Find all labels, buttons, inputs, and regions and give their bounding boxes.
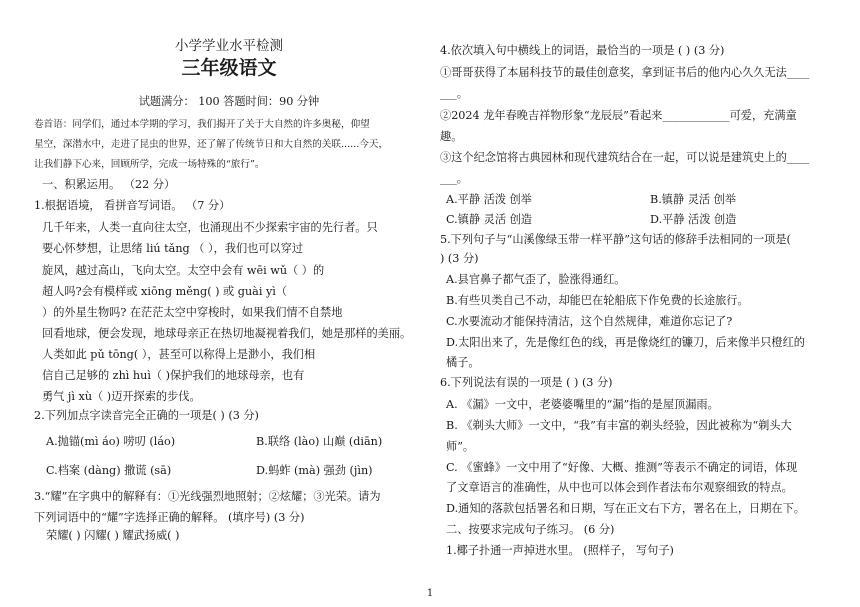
q1-line: 信自己足够的 zhì huì（ )保护我们的地球母亲，也有 <box>42 369 305 382</box>
q3-words: 荣耀( ) 闪耀( ) 耀武扬威( ) <box>46 529 180 542</box>
q6-title: 6.下列说法有误的一项是 ( ) (3 分) <box>440 376 613 389</box>
q1-line: 要心怀梦想，让思绪 liú tǎng （ ），我们也可以穿过 <box>42 242 304 255</box>
q2-option-c: C.档案 (dàng) 撒谎 (sā) <box>46 464 172 477</box>
q4-line-3: ②2024 龙年春晚吉祥物形象“龙辰辰”看起来____________可爱，充满童 <box>440 109 797 122</box>
q1-line: 超人吗?会有模样或 xiōng měng( ) 或 guài yì（ <box>42 285 288 298</box>
q2-option-d: D.蚂蚱 (mà) 强劲 (jìn) <box>256 464 373 477</box>
q5-title-cont: ) (3 分) <box>440 252 479 265</box>
q4-title: 4.依次填入句中横线上的词语，最恰当的一项是 ( ) (3 分) <box>440 44 725 57</box>
q4-line-2: ___。 <box>440 87 468 100</box>
intro-line-1: 卷首语：同学们，通过本学期的学习，我们揭开了关于大自然的许多奥秘，仰望 <box>34 119 370 130</box>
q6-option-c-cont: 了文章语言的准确性，从中也可以体会到作者法布尔观察细致的特点。 <box>446 481 793 494</box>
q5-option-b: B.有些贝类自己不动，却能巴在轮船底下作免费的长途旅行。 <box>446 294 749 307</box>
q4-option-c: C.镇静 灵活 创造 <box>446 213 532 226</box>
q1-title: 1.根据语境， 看拼音写词语。 （7 分） <box>34 199 231 212</box>
intro-line-2: 星空，深潜水中，走进了昆虫的世界，还了解了传统节日和大自然的关联......今天， <box>34 139 389 150</box>
q5-option-c: C.水要流动才能保持清洁，这个自然规律，难道你忘记了? <box>446 315 733 328</box>
q1-line: 回看地球，便会发现，地球母亲正在热切地凝视着我们，她是那样的美丽。 <box>42 327 412 340</box>
q4-option-b: B.镇静 灵活 创举 <box>650 193 737 206</box>
q1-line: 几千年来，人类一直向往太空，也涌现出不少探索宇宙的先行者。只 <box>42 221 378 234</box>
section-2-heading: 二、按要求完成句子练习。 (6 分) <box>446 523 615 536</box>
intro-line-3: 让我们静下心来，回顾所学，完成一场特殊的“旅行”。 <box>34 159 265 170</box>
q4-line-5: ③这个纪念馆将古典园林和现代建筑结合在一起，可以说是建筑史上的____ <box>440 151 810 164</box>
q4-line-1: ①哥哥获得了本届科技节的最佳创意奖，拿到证书后的他内心久久无法____ <box>440 66 810 79</box>
q4-line-4: 趣。 <box>440 130 463 143</box>
section-2-q1: 1.椰子扑通一声掉进水里。 (照样子， 写句子) <box>446 544 674 557</box>
q5-option-d-cont: 橘子。 <box>446 356 480 369</box>
q4-option-d: D.平静 活泼 创造 <box>650 213 737 226</box>
q6-option-c: C. 《蜜蜂》一文中用了“好像、大概、推测”等表示不确定的词语，体现 <box>446 461 798 474</box>
exam-meta: 试题满分： 100 答题时间：90 分钟 <box>138 95 320 108</box>
q4-line-6: ___。 <box>440 172 468 185</box>
exam-title: 三年级语文 <box>181 57 277 79</box>
page-number: 1 <box>426 588 434 599</box>
q1-line: ）的外星生物吗? 在茫茫太空中穿梭时，如果我们情不自禁地 <box>42 306 343 319</box>
q2-title: 2.下列加点字读音完全正确的一项是( ) (3 分) <box>34 409 259 422</box>
section-1-heading: 一、积累运用。 （22 分） <box>42 178 176 191</box>
q3-line-1: 3.“耀”在字典中的解释有：①光线强烈地照射；②炫耀；③光荣。请为 <box>34 490 381 503</box>
q4-option-a: A.平静 活泼 创举 <box>446 193 532 206</box>
q5-title: 5.下列句子与“山溪像绿玉带一样平静”这句话的修辞手法相同的一项是( <box>440 233 791 246</box>
q6-option-b-cont: 师”。 <box>446 440 475 453</box>
q6-option-b: B. 《剃头大师》一文中，“我”有丰富的剃头经验，因此被称为“剃头大 <box>446 419 792 432</box>
q2-option-b: B.联络 (lào) 山巅 (diān) <box>256 435 383 448</box>
q6-option-d: D.通知的落款包括署名和日期，写在正文右下方，署名在上，日期在下。 <box>446 502 805 515</box>
q5-option-d: D.太阳出来了，先是像红色的线，再是像烧红的镰刀，后来像半只橙红的 <box>446 336 805 349</box>
exam-subtitle: 小学学业水平检测 <box>175 38 283 54</box>
q3-line-2: 下列词语中的“耀”字选择正确的解释。 (填序号) (3 分) <box>34 511 305 524</box>
q1-line: 人类如此 pǔ tōng( ），甚至可以称得上是渺小，我们相 <box>42 348 316 361</box>
q5-option-a: A.县官鼻子都气歪了，脸涨得通红。 <box>446 273 626 286</box>
q1-line: 旋风，越过高山，飞向太空。太空中会有 wēi wǔ（ ）的 <box>42 264 325 277</box>
q2-option-a: A.抛锚(mì áo) 唠叨 (láo) <box>46 435 176 448</box>
q6-option-a: A. 《漏》一文中，老婆婆嘴里的“漏”指的是屋顶漏雨。 <box>446 398 719 411</box>
q1-line: 勇气 jì xù（ )迈开探索的步伐。 <box>42 390 201 403</box>
